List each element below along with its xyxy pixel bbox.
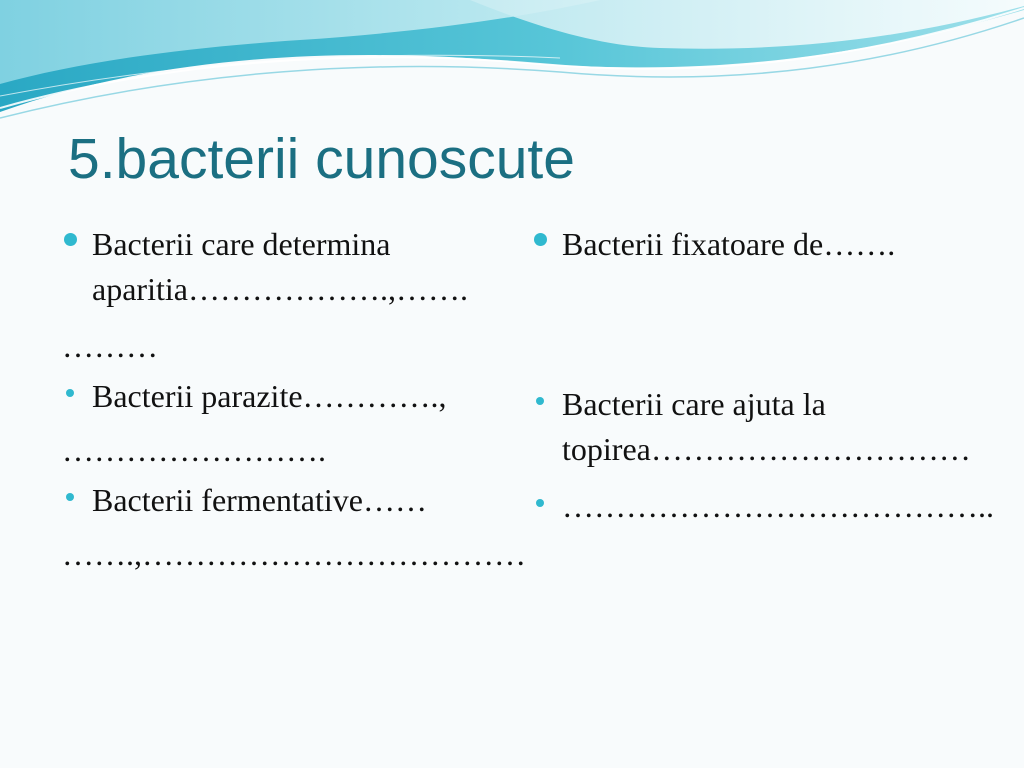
bullet-icon [534,233,547,246]
list-item-continuation: ……………………. [62,432,326,468]
bullet-icon [66,389,74,397]
list-item [62,374,447,419]
bullet-icon [536,397,544,405]
list-item [532,222,895,267]
left-column [62,222,526,602]
list-item-line: aparitia……………….,……. [92,271,468,308]
right-column [532,222,992,542]
list-item-continuation: ……… [62,328,158,364]
bullet-icon [66,493,74,501]
list-item-line: ………………………………….. [562,488,994,524]
list-item [532,484,994,529]
list-item-continuation: …….,……………………………… [62,536,526,572]
bullet-icon [536,499,544,507]
list-item-line: Bacterii care ajuta la [562,386,826,422]
list-item-line: Bacterii parazite…………., [92,378,447,414]
list-item [532,382,971,473]
list-item [62,478,427,523]
list-item-line: Bacterii care determina [92,226,391,262]
bullet-icon [64,233,77,246]
list-item-line: topirea………………………… [562,431,971,468]
list-item-line: Bacterii fermentative…… [92,482,427,518]
list-item-line: Bacterii fixatoare de……. [562,226,896,262]
wave-header-decoration [0,0,1024,130]
list-item [62,222,468,313]
slide-title: 5.bacterii cunoscute [68,127,575,191]
